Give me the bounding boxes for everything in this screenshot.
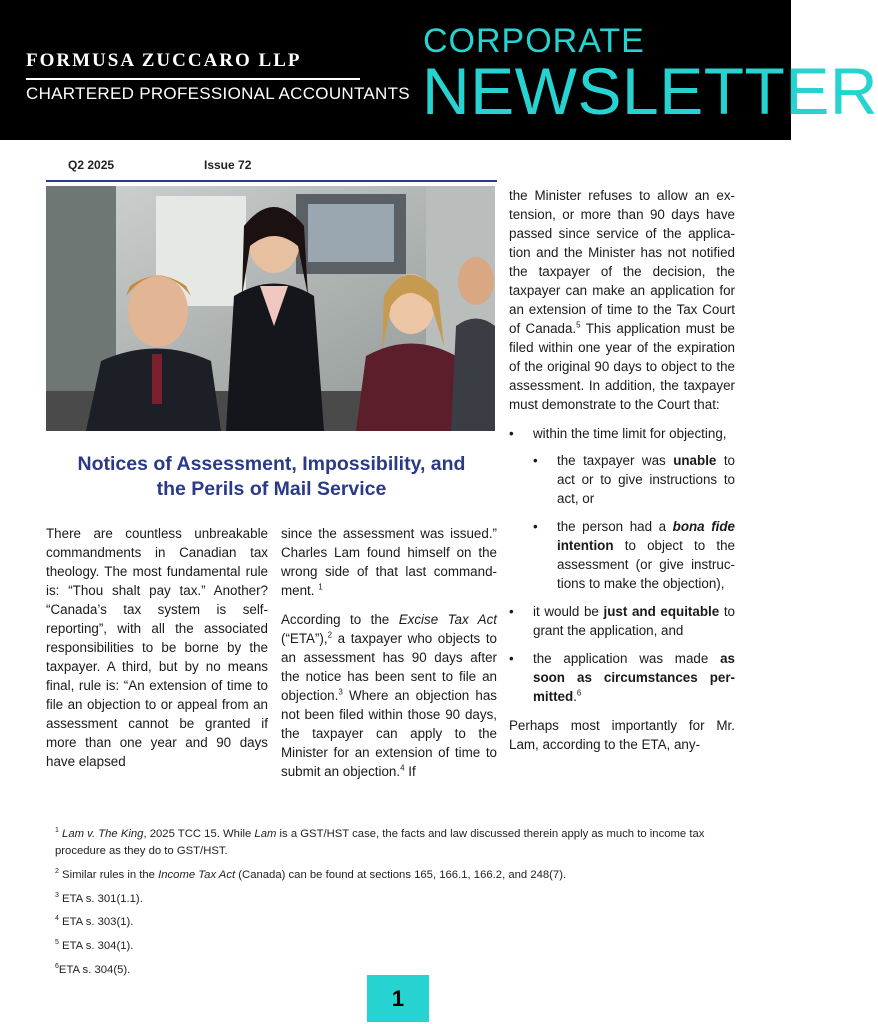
text: the person had a [557,519,673,534]
paragraph [281,610,497,781]
case-name: Lam v. The King [62,827,144,840]
footnote-ref: 5 [576,320,581,330]
text: since the assessment was issued.” Charles Lam found himself on the wrong side of that last commandment. [281,526,497,598]
text: the taxpayer was [557,453,674,468]
text: Where an objection has not been filed within those 90 days, the taxpayer can apply to the Minister for an extension of time to submit an objection. [281,688,497,779]
footnote-number: 6 [55,962,59,970]
issue-number: Issue 72 [204,158,252,172]
paragraph [281,524,497,600]
text: This application must be filed within one year of the expiration of the original 90 days to object to the assessment. In addition, the taxpayer must demonstrate to the Court that: [509,321,736,412]
list-item [533,517,735,593]
footnote-ref: 6 [576,688,582,698]
text: to act or to give instructions to act, or [557,453,735,506]
list-item [509,649,735,706]
text: ETA s. 303(1). [58,916,134,929]
text: within the time limit for objecting, [533,426,727,441]
footnote-number: 4 [55,915,59,923]
text: ETA s. 304(5). [58,963,131,976]
issue-quarter: Q2 2025 [68,158,115,172]
newsletter-title-line2: NEWSLETTER [422,54,878,128]
article-photo [46,186,495,431]
paragraph [509,186,735,414]
emphasis: just and equitable [603,604,720,619]
text: a taxpayer who objects to an assessment has 90 days after the notice has been sent to file an objection. [281,631,497,703]
text: (“ETA”), [281,631,328,646]
firm-name: FORMUSA ZUCCARO LLP [26,50,302,71]
firm-subtitle: CHARTERED PROFESSIONAL ACCOUNTANTS [26,84,410,103]
text: is a GST/HST case, the facts and law discussed therein apply as much to income tax procedure as they do to GST/HST. [55,827,705,857]
firm-divider [26,78,360,80]
article-column-1 [46,524,268,781]
newsletter-title-line1: CORPORATE [423,22,645,60]
page-number: 1 [367,975,429,1022]
list-item [533,451,735,508]
article-headline [46,452,497,502]
footnote-5 [55,934,745,955]
newsletter-header [0,0,878,140]
text: (Canada) can be found at sections 165, 166.1, 166.2, and 248(7). [235,868,567,881]
text: . [573,689,577,704]
emphasis: as soon as circumstances permitted [533,651,735,704]
footnote-number: 3 [55,891,59,899]
footnote-ref: 3 [338,687,343,697]
sub-list [533,451,735,593]
article-column-3 [509,186,735,764]
text: the Minister refuses to allow an extension, or more than 90 days have passed since service of the application and the Minister has not notified the taxpayer of the decision, the taxpayer can make an application for an extension of time to the Tax Court of Canada. [509,188,735,336]
text: to grant the application, and [533,604,735,638]
text: Similar rules in the [58,868,159,881]
footnote-number: 1 [55,827,59,834]
text: ETA s. 304(1). [58,939,134,952]
footnote-number: 5 [55,939,59,947]
footnote-ref: 1 [318,582,323,592]
emphasis: intention [557,538,614,553]
footnote-3 [55,887,745,908]
case-short: Lam [254,827,277,840]
footnote-4 [55,910,745,931]
act-name: Excise Tax Act [398,612,497,627]
headline-line1: Notices of Assessment, Impossibility, and [77,453,466,475]
text: it would be [533,604,604,619]
list-item [509,602,735,640]
paragraph: Perhaps most importantly for Mr. Lam, according to the ETA, any- [509,718,735,752]
headline-line2: the Perils of Mail Service [156,478,387,500]
criteria-list [509,424,735,706]
emphasis: unable [673,453,717,468]
footnote-ref: 4 [400,763,405,773]
footnote-number: 2 [55,867,59,875]
text: the application was made [533,651,721,666]
act-name: Income Tax Act [158,868,236,881]
footnote-2 [55,863,745,884]
issue-divider [46,180,497,182]
footnotes [55,822,745,982]
paragraph: There are countless unbreakable commandments in Canadian tax theology. The most fundamental rule is: “Thou shalt pay tax.” Another? “Canada’s tax system is self-reporting”, with all the associated responsibilities to be borne by the taxpayer. A third, but by no means final, rule is: “An extension of time to file an objection to or appeal from an assessment cannot be granted if more than one year and 90 days have elapsed [46,526,268,769]
footnote-1 [55,822,745,860]
text: According to the [281,612,399,627]
footnote-ref: 2 [327,630,333,640]
text: to object to the assessment (or give instructions to make the objection), [557,538,735,591]
text: If [404,764,416,779]
emphasis: bona fide [672,519,736,534]
text: , 2025 TCC 15. While [143,827,255,840]
text: ETA s. 301(1.1). [58,892,143,905]
article-column-2 [281,524,497,791]
list-item [509,424,735,593]
